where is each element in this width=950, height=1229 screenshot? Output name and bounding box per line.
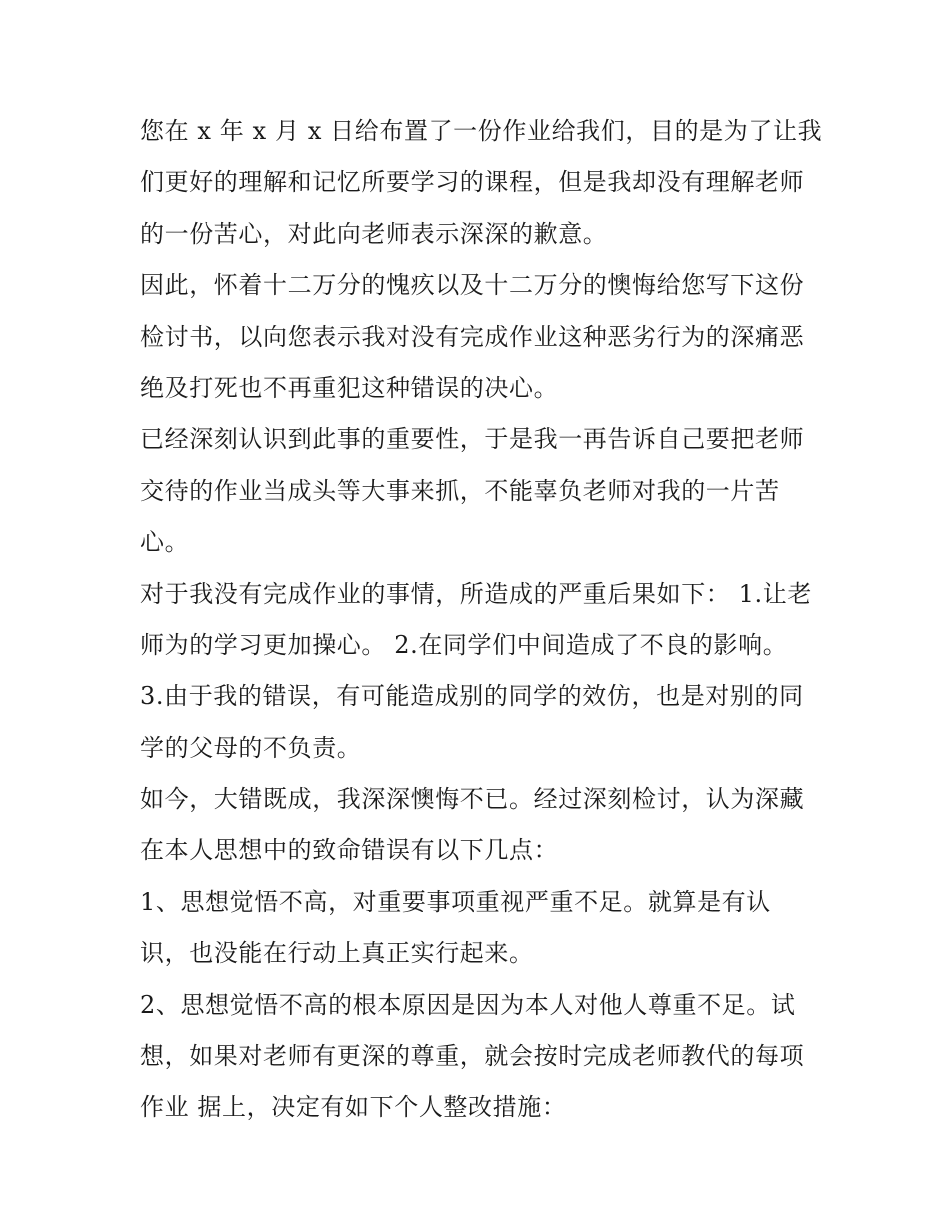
text-line: 想，如果对老师有更深的尊重，就会按时完成老师教代的每项 [140,1042,805,1071]
text-line: 2、思想觉悟不高的根本原因是因为本人对他人尊重不足。试 [140,990,796,1019]
text-line: 作业 据上，决定有如下个人整改措施： [140,1093,567,1122]
text-line: 1、思想觉悟不高，对重要事项重视严重不足。就算是有认 [140,887,771,916]
text-line: 师为的学习更加操心。 2.在同学们中间造成了不良的影响。 [140,630,788,659]
text-line: 3.由于我的错误，有可能造成别的同学的效仿，也是对别的同 [140,682,804,711]
text-line: 学的父母的不负责。 [140,733,362,762]
text-line: 交待的作业当成头等大事来抓，不能辜负老师对我的一片苦 [140,476,780,505]
text-line: 对于我没有完成作业的事情，所造成的严重后果如下： 1.让老 [140,579,812,608]
text-line: 因此，怀着十二万分的愧疚以及十二万分的懊悔给您写下这份 [140,271,805,300]
document-body [140,106,823,1134]
text-line: 心。 [140,528,190,557]
text-line: 绝及打死也不再重犯这种错误的决心。 [140,373,559,402]
text-line: 如今，大错既成，我深深懊悔不已。经过深刻检讨，认为深藏 [140,785,805,814]
text-line: 已经深刻认识到此事的重要性，于是我一再告诉自己要把老师 [140,425,805,454]
text-line: 检讨书，以向您表示我对没有完成作业这种恶劣行为的深痛恶 [140,322,805,351]
text-line: 您在 x 年 x 月 x 日给布置了一份作业给我们，目的是为了让我 [140,117,823,145]
text-line: 识，也没能在行动上真正实行起来。 [140,939,534,968]
text-line: 们更好的理解和记忆所要学习的课程，但是我却没有理解老师 [140,168,805,197]
text-line: 的一份苦心，对此向老师表示深深的歉意。 [140,219,608,248]
text-line: 在本人思想中的致命错误有以下几点： [140,836,559,865]
